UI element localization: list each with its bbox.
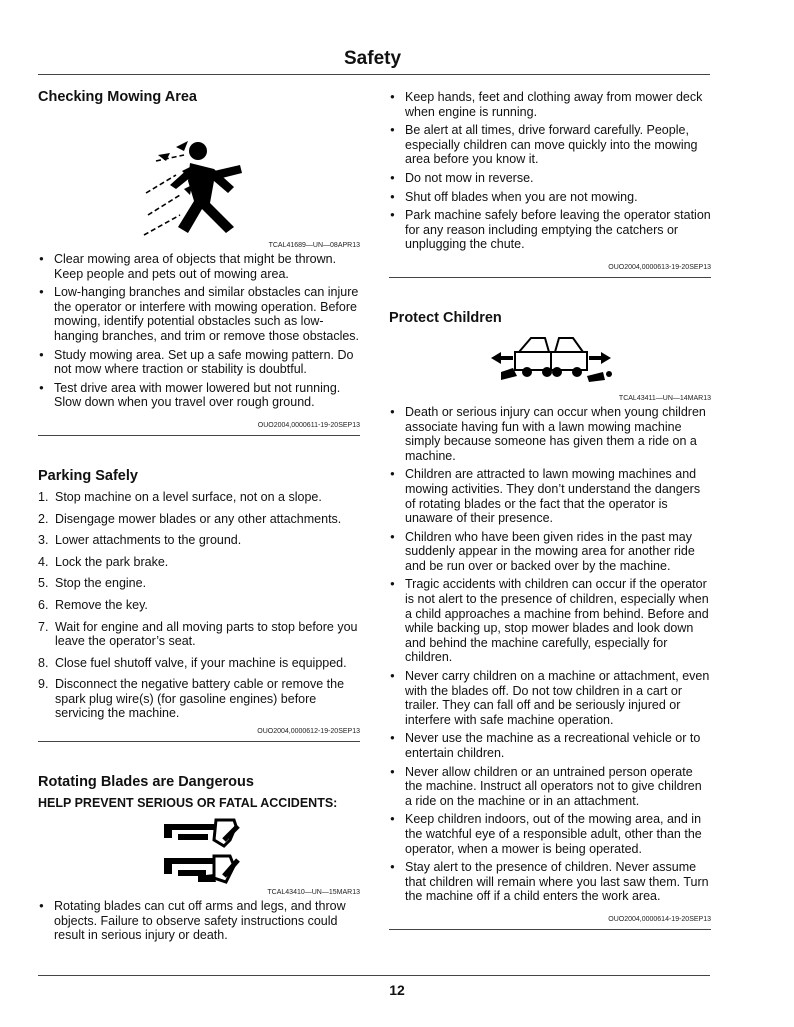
list-item: 6. Remove the key.: [38, 597, 148, 612]
list-item: ● Shut off blades when you are not mowing.: [389, 190, 711, 205]
list-item: 4. Lock the park brake.: [38, 554, 169, 569]
section-id: OUO2004,0000611-19-20SEP13: [38, 422, 360, 436]
list-item: 8. Close fuel shutoff valve, if your machine is equipped.: [38, 655, 347, 670]
figure-code: TCAL43411—UN—14MAR13: [618, 394, 711, 402]
list-item: ● Death or serious injury can occur when young children associate having fun with a lawn mowing machine simply because someone has given them a ride on a machine.: [389, 405, 711, 463]
section-heading: Rotating Blades are Dangerous: [38, 774, 254, 791]
list-item: 1. Stop machine on a level surface, not on a slope.: [38, 489, 322, 504]
section-continued: [389, 90, 711, 278]
blade-hazard-icon: [38, 816, 360, 888]
list-item: ● Park machine safely before leaving the operator station for any reason including emptying the catchers or unplugging the chute.: [389, 208, 711, 252]
list-item: ● Low-hanging branches and similar obstacles can injure the operator or interfere with mowing operation. Before mowing, identify potential obstacles such as low-hanging branches, and trim or remove those obstacles.: [38, 285, 360, 343]
left-column: [38, 80, 360, 947]
list-item: 7. Wait for engine and all moving parts to stop before you leave the operator’s seat.: [38, 619, 358, 649]
list-item: 5. Stop the engine.: [38, 576, 147, 591]
list-item: ● Keep children indoors, out of the mowing area, and in the watchful eye of a responsible adult, other than the operator, when a mower is being operated.: [389, 812, 711, 856]
rotating-blades-warning-figure: [38, 816, 360, 896]
figure-code: TCAL43410—UN—15MAR13: [267, 889, 360, 897]
bullet-list: [389, 90, 711, 252]
list-item: ● Do not mow in reverse.: [389, 171, 711, 186]
page-number: 12: [389, 982, 405, 998]
protect-children-figure: [389, 332, 711, 402]
list-item: ● Children are attracted to lawn mowing machines and mowing activities. They don’t understand the dangers of rotating blades or the fact that the operator is unaware of their presence.: [389, 467, 711, 525]
section-heading: Parking Safely: [38, 467, 138, 484]
list-item: 2. Disengage mower blades or any other attachments.: [38, 511, 342, 526]
list-item: ● Study mowing area. Set up a safe mowing pattern. Do not mow where traction or stability is doubtful.: [38, 348, 360, 377]
list-item: ● Stay alert to the presence of children. Never assume that children will remain where you last saw them. Turn the machine off if a child enters the work area.: [389, 860, 711, 904]
list-item: 9. Disconnect the negative battery cable or remove the spark plug wire(s) (for gasoline engines) before servicing the machine.: [38, 677, 345, 721]
list-item: ● Never carry children on a machine or attachment, even with the blades off. Do not tow children in a cart or trailer. They can fall off and be seriously injured or interfere with safe machine operation.: [389, 669, 711, 727]
section-heading: Protect Children: [389, 309, 502, 326]
bullet-list: [389, 405, 711, 904]
thrown-object-icon: [38, 111, 360, 241]
page-title: Safety: [344, 48, 402, 69]
bottom-divider: [38, 975, 710, 976]
bullet-list: [38, 899, 360, 943]
figure-code: TCAL41689—UN—08APR13: [268, 242, 360, 249]
list-item: ● Never use the machine as a recreational vehicle or to entertain children.: [389, 731, 711, 760]
list-item: 3. Lower attachments to the ground.: [38, 533, 242, 548]
child-runover-icon: [389, 332, 711, 394]
thrown-object-warning-figure: [38, 111, 360, 249]
section-id: OUO2004,0000614-19-20SEP13: [389, 916, 711, 930]
list-item: ● Rotating blades can cut off arms and legs, and throw objects. Failure to observe safety instructions could result in serious injury or death.: [38, 899, 360, 943]
list-item: ● Be alert at all times, drive forward carefully. People, especially children can move quickly into the mowing area before you know it.: [389, 123, 711, 167]
section-id: OUO2004,0000613-19-20SEP13: [389, 264, 711, 278]
right-column: [389, 90, 711, 930]
section-protect-children: [389, 310, 711, 930]
section-rotating-blades: [38, 774, 360, 943]
list-item: ● Tragic accidents with children can occur if the operator is not alert to the presence of children, especially when a child approaches a machine from behind. Before and while backing up, stop mower blades and look down and behind the machine carefully, especially for children.: [389, 577, 711, 665]
section-subheading: HELP PREVENT SERIOUS OR FATAL ACCIDENTS:: [38, 796, 338, 811]
bullet-list: [38, 252, 360, 410]
section-parking-safely: [38, 468, 360, 742]
list-item: ● Test drive area with mower lowered but not running. Slow down when you travel over rough ground.: [38, 381, 360, 410]
list-item: ● Keep hands, feet and clothing away from mower deck when engine is running.: [389, 90, 711, 119]
section-id: OUO2004,0000612-19-20SEP13: [38, 728, 360, 742]
top-divider: [38, 74, 710, 75]
list-item: ● Children who have been given rides in the past may suddenly appear in the mowing area for another ride and be run over or backed over by the machine.: [389, 530, 711, 574]
list-item: ● Never allow children or an untrained person operate the machine. Instruct all operators not to give children a ride on the machine or in an attachment.: [389, 765, 711, 809]
list-item: ● Clear mowing area of objects that might be thrown. Keep people and pets out of mowing area.: [38, 252, 360, 281]
section-checking-mowing-area: [38, 89, 360, 436]
numbered-list: [38, 490, 360, 721]
section-heading: Checking Mowing Area: [38, 89, 197, 105]
